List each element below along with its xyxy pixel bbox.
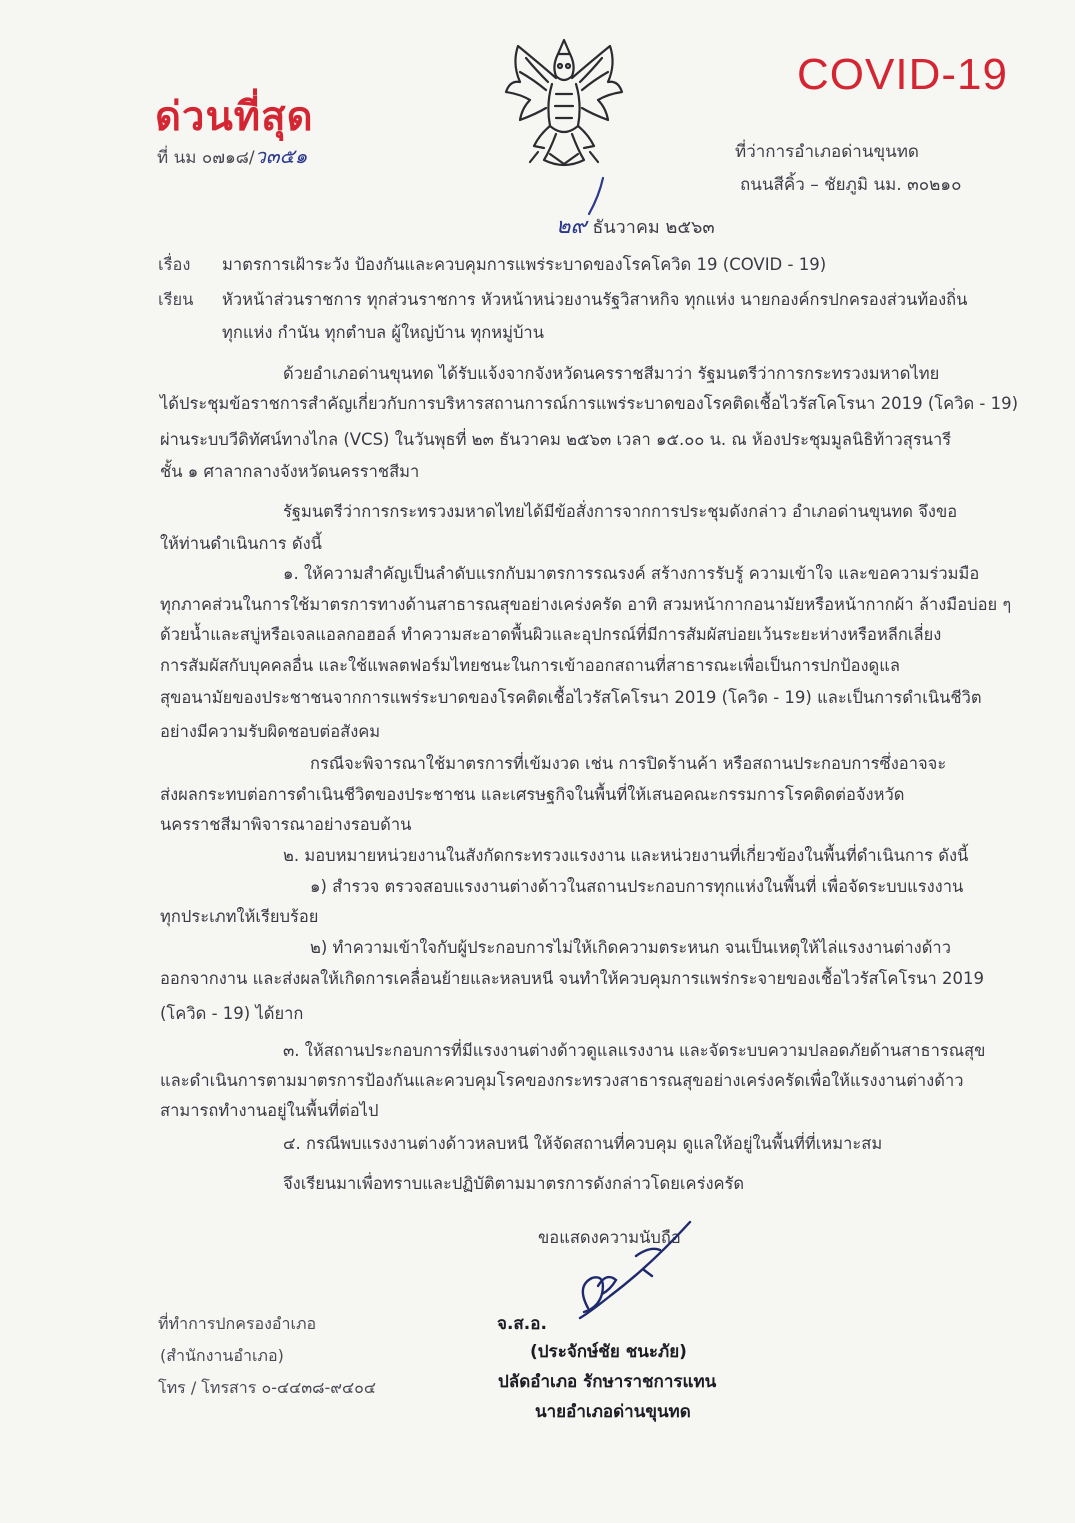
body-line: กรณีจะพิจารณาใช้มาตรการที่เข้มงวด เช่น การปิดร้านค้า หรือสถานประกอบการซึ่งอาจจะ xyxy=(310,754,947,773)
document-number xyxy=(157,140,307,172)
closing-salutation: ขอแสดงความนับถือ xyxy=(538,1228,681,1247)
body-line: ส่งผลกระทบต่อการดำเนินชีวิตของประชาชน และเศรษฐกิจในพื้นที่ให้เสนอคณะกรรมการโรคติดต่อจังหวัด xyxy=(160,785,905,804)
recipient-line-1: หัวหน้าส่วนราชการ ทุกส่วนราชการ หัวหน้าหน่วยงานรัฐวิสาหกิจ ทุกแห่ง นายกองค์กรปกครองส่วนท้องถิ่น xyxy=(222,290,968,309)
body-line: การสัมผัสกับบุคคลอื่น และใช้แพลตฟอร์มไทยชนะในการเข้าออกสถานที่สาธารณะเพื่อเป็นการปกป้องดูแล xyxy=(160,656,901,675)
body-line: อย่างมีความรับผิดชอบต่อสังคม xyxy=(160,722,381,741)
document-number-handwritten: ว๓๕๑ xyxy=(254,144,308,168)
covid-19-stamp: COVID-19 xyxy=(797,50,1008,99)
signer-rank: จ.ส.อ. xyxy=(497,1314,547,1334)
body-line: สุขอนามัยของประชาชนจากการแพร่ระบาดของโรคติดเชื้อไวรัสโคโรนา 2019 (โควิด - 19) และเป็นการดำเนินชีวิต xyxy=(160,688,982,707)
date-month-year: ธันวาคม ๒๕๖๓ xyxy=(592,217,715,238)
body-line: ๒. มอบหมายหน่วยงานในสังกัดกระทรวงแรงงาน และหน่วยงานที่เกี่ยวข้องในพื้นที่ดำเนินการ ดังนี้ xyxy=(283,846,969,865)
body-line: ๑. ให้ความสำคัญเป็นลำดับแรกกับมาตรการรณรงค์ สร้างการรับรู้ ความเข้าใจ และขอความร่วมมือ xyxy=(283,564,980,583)
body-line: ๑) สำรวจ ตรวจสอบแรงงานต่างด้าวในสถานประกอบการทุกแห่งในพื้นที่ เพื่อจัดระบบแรงงาน xyxy=(310,877,964,896)
body-line: ผ่านระบบวีดิทัศน์ทางไกล (VCS) ในวันพุธที่ ๒๓ ธันวาคม ๒๕๖๓ เวลา ๑๕.๐๐ น. ณ ห้องประชุมมูลนิธิท้าวสุรนารี xyxy=(160,430,952,449)
signer-acting-for: นายอำเภอด่านขุนทด xyxy=(535,1402,691,1422)
date-day-handwritten: ๒๙ xyxy=(556,214,587,239)
body-line: ทุกภาคส่วนในการใช้มาตรการทางด้านสาธารณสุขอย่างเคร่งครัด อาทิ สวมหน้ากากอนามัยหรือหน้ากากผ้า ล้างมือบ่อย ๆ xyxy=(160,595,1012,614)
document-date xyxy=(556,208,715,243)
body-line: ด้วยอำเภอด่านขุนทด ได้รับแจ้งจากจังหวัดนครราชสีมาว่า รัฐมนตรีว่าการกระทรวงมหาดไทย xyxy=(283,364,940,383)
body-line: ด้วยน้ำและสบู่หรือเจลแอลกอฮอล์ ทำความสะอาดพื้นผิวและอุปกรณ์ที่มีการสัมผัสบ่อยเว้นระยะห่างหรือหลีกเลี่ยง xyxy=(160,625,942,644)
body-line: รัฐมนตรีว่าการกระทรวงมหาดไทยได้มีข้อสั่งการจากการประชุมดังกล่าว อำเภอด่านขุนทด จึงขอ xyxy=(283,502,958,521)
body-line: นครราชสีมาพิจารณาอย่างรอบด้าน xyxy=(160,815,412,834)
body-line: ได้ประชุมข้อราชการสำคัญเกี่ยวกับการบริหารสถานการณ์การแพร่ระบาดของโรคติดเชื้อไวรัสโคโรนา 2019 (โควิด - 19) xyxy=(160,394,1019,413)
body-line: ชั้น ๑ ศาลากลางจังหวัดนครราชสีมา xyxy=(160,462,420,481)
subject-label: เรื่อง xyxy=(158,255,191,274)
body-line: ๔. กรณีพบแรงงานต่างด้าวหลบหนี ให้จัดสถานที่ควบคุม ดูแลให้อยู่ในพื้นที่ที่เหมาะสม xyxy=(283,1134,883,1153)
issuing-office: ที่ว่าการอำเภอด่านขุนทด xyxy=(735,142,919,162)
body-line: ๓. ให้สถานประกอบการที่มีแรงงานต่างด้าวดูแลแรงงาน และจัดระบบความปลอดภัยด้านสาธารณสุข xyxy=(283,1041,986,1060)
closing-statement: จึงเรียนมาเพื่อทราบและปฏิบัติตามมาตรการดังกล่าวโดยเคร่งครัด xyxy=(283,1174,745,1193)
urgency-stamp: ด่วนที่สุด xyxy=(155,94,314,140)
body-line: ทุกประเภทให้เรียบร้อย xyxy=(160,907,319,926)
footer-phone: โทร / โทรสาร ๐-๔๔๓๘-๙๔๐๔ xyxy=(158,1378,376,1397)
recipient-line-2: ทุกแห่ง กำนัน ทุกตำบล ผู้ใหญ่บ้าน ทุกหมู่บ้าน xyxy=(222,323,544,342)
body-line: สามารถทำงานอยู่ในพื้นที่ต่อไป xyxy=(160,1101,379,1120)
signer-name: (ประจักษ์ชัย ชนะภัย) xyxy=(530,1342,687,1362)
body-line: ให้ท่านดำเนินการ ดังนี้ xyxy=(160,534,322,553)
body-line: ออกจากงาน และส่งผลให้เกิดการเคลื่อนย้ายและหลบหนี จนทำให้ควบคุมการแพร่กระจายของเชื้อไวรัสโคโรนา 2019 xyxy=(160,969,984,988)
body-line: (โควิด - 19) ได้ยาก xyxy=(160,1004,304,1023)
subject-text: มาตรการเฝ้าระวัง ป้องกันและควบคุมการแพร่ระบาดของโรคโควิด 19 (COVID - 19) xyxy=(222,255,827,274)
body-line: ๒) ทำความเข้าใจกับผู้ประกอบการไม่ให้เกิดความตระหนก จนเป็นเหตุให้ไล่แรงงานต่างด้าว xyxy=(310,938,951,957)
footer-section: (สำนักงานอำเภอ) xyxy=(160,1346,284,1365)
handwritten-signature-icon xyxy=(540,1216,720,1326)
footer-department: ที่ทำการปกครองอำเภอ xyxy=(158,1314,317,1333)
body-line: และดำเนินการตามมาตรการป้องกันและควบคุมโรคของกระทรวงสาธารณสุขอย่างเคร่งครัดเพื่อให้แรงงานต่างด้าว xyxy=(160,1071,964,1090)
signer-position: ปลัดอำเภอ รักษาราชการแทน xyxy=(498,1372,717,1392)
recipient-label: เรียน xyxy=(158,290,194,309)
document-number-prefix: ที่ นม ๐๗๑๘/ xyxy=(157,148,255,168)
garuda-emblem-icon xyxy=(500,34,628,174)
office-address: ถนนสีคิ้ว – ชัยภูมิ นม. ๓๐๒๑๐ xyxy=(740,175,962,195)
